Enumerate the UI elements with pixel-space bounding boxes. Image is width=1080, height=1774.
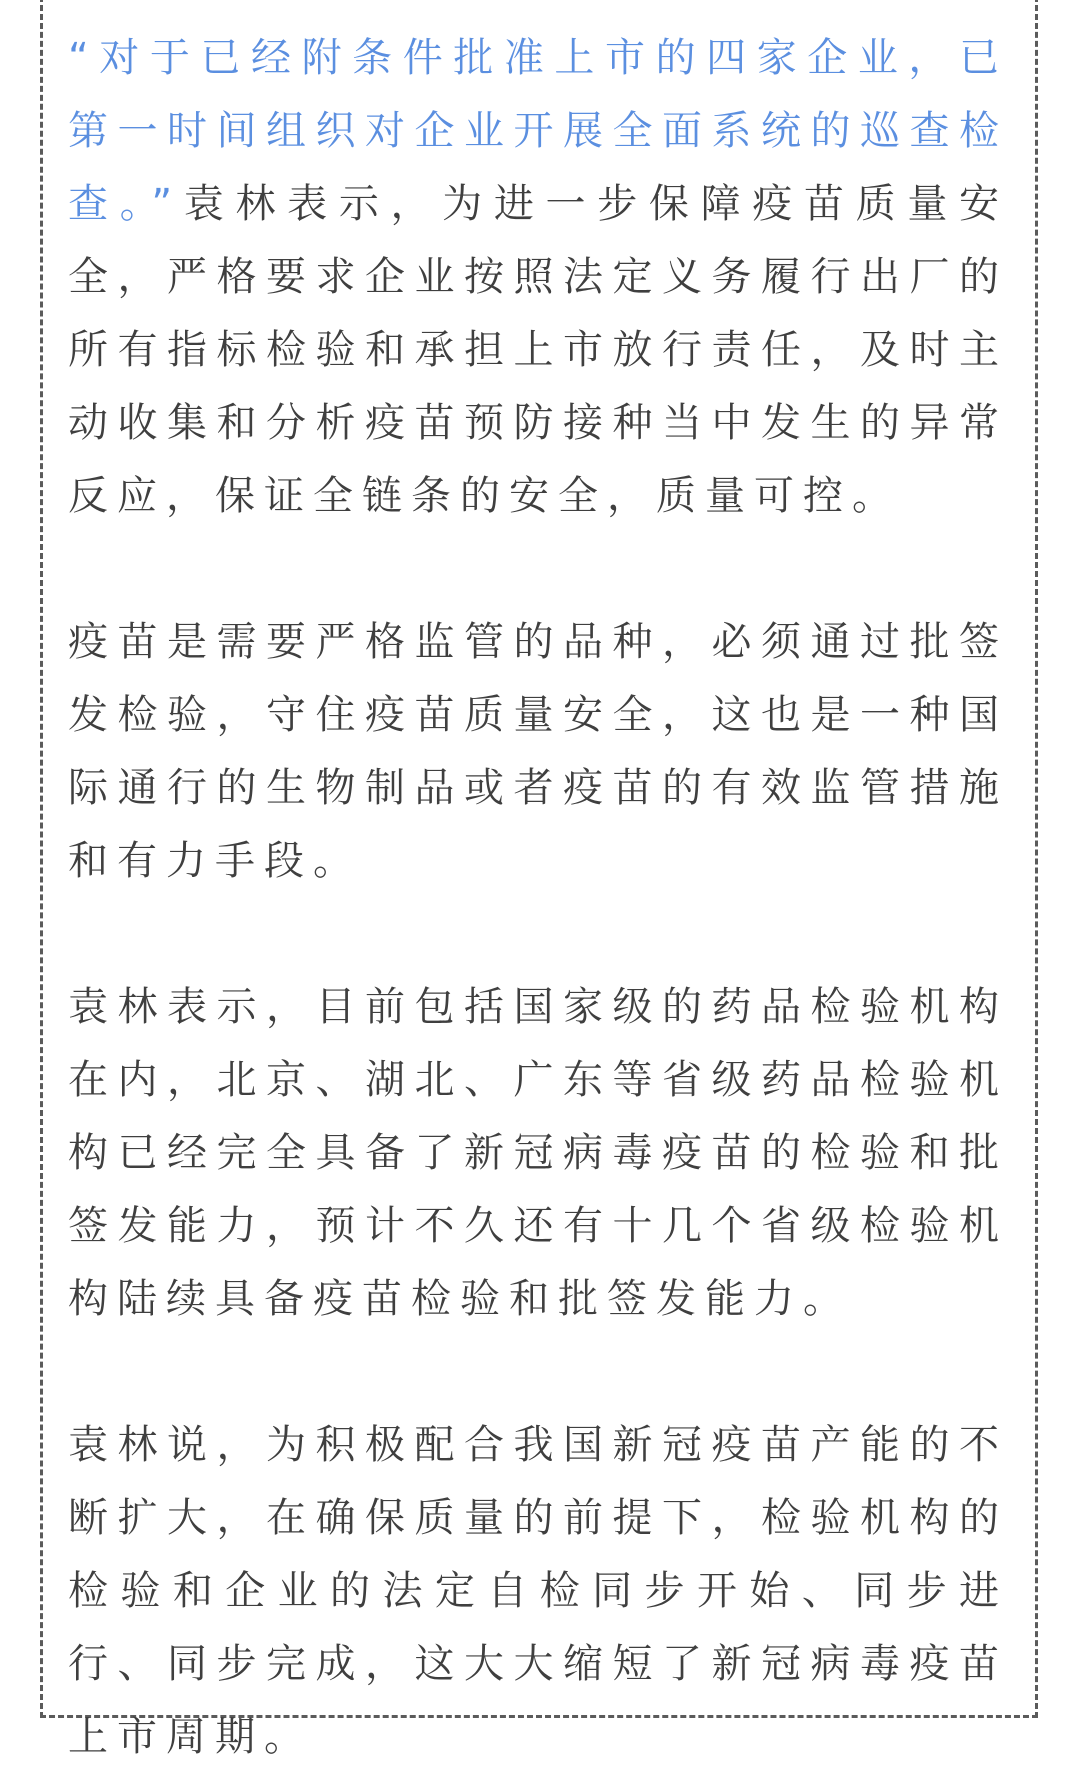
highlighted-quote: “对于已经附条件批准上市的四家企业，已第一时间组织对企业开展全面系统的巡查检查。” — [68, 35, 1008, 227]
paragraph-4-text: 袁林说，为积极配合我国新冠疫苗产能的不断扩大，在确保质量的前提下，检验机构的检验和企业的法定自检同步开始、同步进行、同步完成，这大大缩短了新冠病毒疫苗上市周期。 — [68, 1422, 1008, 1760]
paragraph-3-text: 袁林表示，目前包括国家级的药品检验机构在内，北京、湖北、广东等省级药品检验机构已经完全具备了新冠病毒疫苗的检验和批签发能力，预计不久还有十几个省级检验机构陆续具备疫苗检验和批签发能力。 — [68, 984, 1008, 1322]
paragraph-1 — [68, 22, 1008, 533]
paragraph-1-text: 袁林表示，为进一步保障疫苗质量安全，严格要求企业按照法定义务履行出厂的所有指标检验和承担上市放行责任，及时主动收集和分析疫苗预防接种当中发生的异常反应，保证全链条的安全，质量可控。 — [68, 181, 1008, 519]
paragraph-3 — [68, 971, 1008, 1336]
paragraph-2 — [68, 606, 1008, 898]
paragraph-4 — [68, 1409, 1008, 1774]
paragraph-2-text: 疫苗是需要严格监管的品种，必须通过批签发检验，守住疫苗质量安全，这也是一种国际通行的生物制品或者疫苗的有效监管措施和有力手段。 — [68, 619, 1008, 884]
article-body — [68, 22, 1008, 1774]
